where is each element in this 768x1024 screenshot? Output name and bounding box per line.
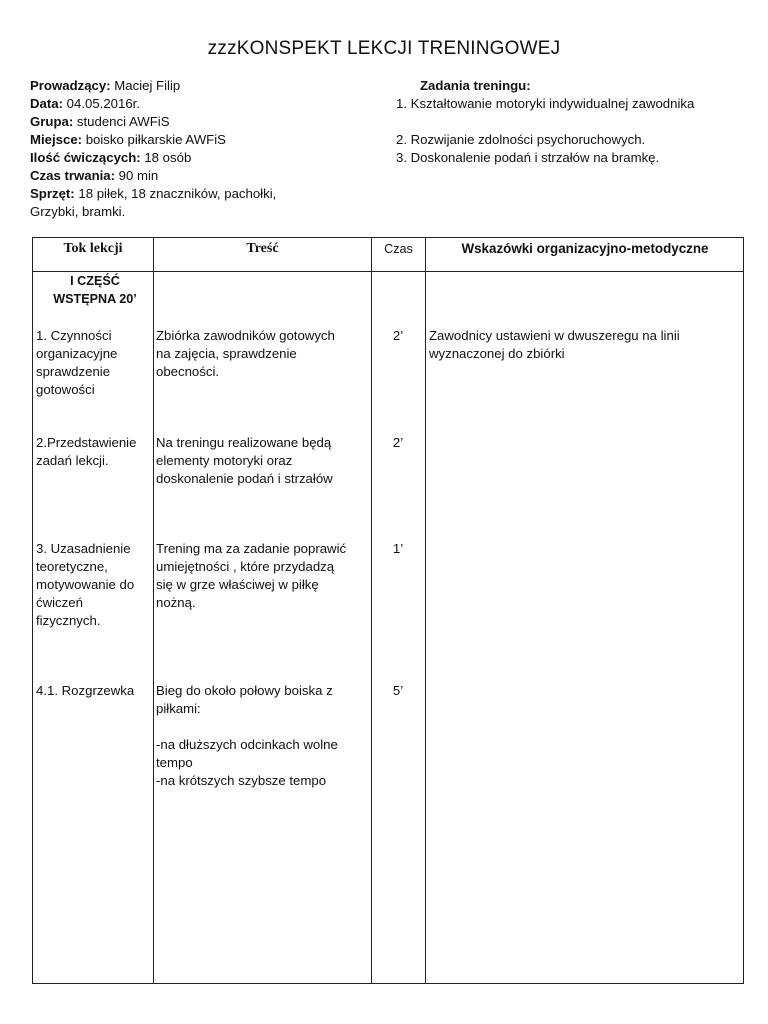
row2-czas: 2’	[392, 435, 404, 450]
training-tasks	[396, 77, 756, 167]
row4-tok: 4.1. Rozgrzewka	[36, 683, 135, 698]
row3-tok: 3. Uzasadnienie teoretyczne, motywowanie do ćwiczeń fizycznych.	[36, 541, 135, 628]
info-duration: Czas trwania: 90 min	[30, 168, 159, 183]
section-title: I CZĘŚĆ WSTĘPNA 20’	[53, 274, 137, 306]
info-instructor: Prowadzący: Maciej Filip	[30, 78, 181, 93]
info-group: Grupa: studenci AWFiS	[30, 114, 170, 129]
row2-tok: 2.Przedstawienie zadań lekcji.	[36, 435, 137, 468]
row4-czas: 5’	[392, 683, 404, 698]
row1-wskazowki: Zawodnicy ustawieni w dwuszeregu na linii wyznaczonej do zbiórki	[429, 328, 680, 361]
task-item: 2. Rozwijanie zdolności psychoruchowych.	[396, 132, 646, 147]
info-place: Miejsce: boisko piłkarskie AWFiS	[30, 132, 226, 147]
lesson-info	[30, 77, 360, 221]
task-item: 1. Kształtowanie motoryki indywidualnej zawodnika	[396, 96, 695, 111]
row1-tresc: Zbiórka zawodników gotowych na zajęcia, sprawdzenie obecności.	[156, 328, 335, 379]
row3-tresc: Trening ma za zadanie poprawić umiejętności , które przydadzą się w grze właściwej w piłkę nożną.	[156, 541, 347, 610]
tasks-heading: Zadania treningu:	[420, 78, 531, 93]
header-tok-lekcji: Tok lekcji	[63, 241, 123, 256]
header-tresc: Treść	[246, 241, 279, 256]
header-wskazowki: Wskazówki organizacyjno-metodyczne	[461, 241, 709, 256]
info-participants: Ilość ćwiczących: 18 osób	[30, 150, 192, 165]
row1-czas: 2’	[392, 328, 404, 343]
document-title: zzzKONSPEKT LEKCJI TRENINGOWEJ	[207, 38, 561, 59]
row3-czas: 1’	[392, 541, 404, 556]
row2-tresc: Na treningu realizowane będą elementy motoryki oraz doskonalenie podań i strzałów	[156, 435, 333, 486]
row4-tresc: Bieg do około połowy boiska z piłkami: -na dłuższych odcinkach wolne tempo -na krótszych szybsze tempo	[156, 683, 338, 788]
info-equipment: Sprzęt: 18 piłek, 18 znaczników, pachołki,	[30, 186, 277, 201]
header-czas: Czas	[384, 242, 413, 256]
row1-tok: 1. Czynności organizacyjne sprawdzenie gotowości	[36, 328, 118, 397]
info-date: Data: 04.05.2016r.	[30, 96, 140, 111]
lesson-table	[32, 237, 744, 984]
task-item: 3. Doskonalenie podań i strzałów na bramkę.	[396, 150, 660, 165]
info-equipment-cont: Grzybki, bramki.	[30, 204, 126, 219]
